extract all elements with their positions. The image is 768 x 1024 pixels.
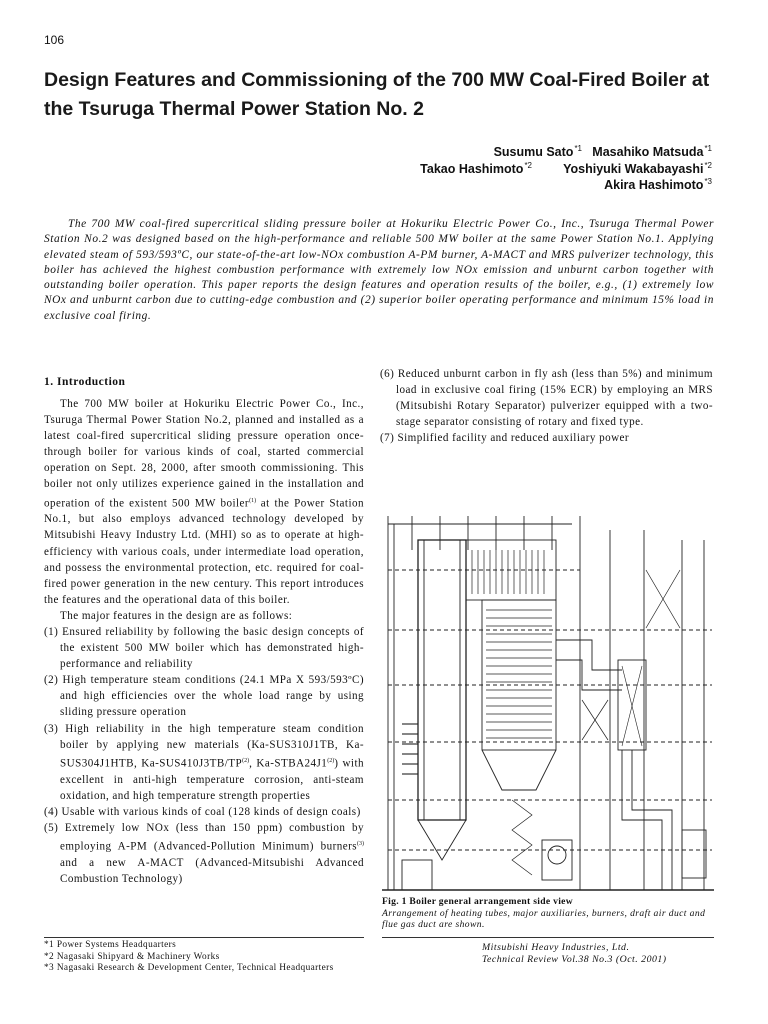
feature-item-6: (6) Reduced unburnt carbon in fly ash (less than 5%) and minimum load in exclusive coal firing (15% ECR) by employing an MRS (Mitsubishi Rotary Separator) pulverizer equipped with a two-stage separator consisting of rotary and fixed type. — [380, 368, 713, 429]
citation-ref: (1) — [249, 497, 257, 504]
boiler-arrangement-figure — [382, 510, 714, 894]
feature-item-3: (3) High reliability in the high temperature steam condition boiler by applying new materials (Ka-SUS310J1TB, Ka-SUS304J1HTB, Ka-SUS410J3TB/TP$^{(2)}$, Ka-STBA24J1$^{(2)}$) with excellent in anti-high temperature corrosion, anti-steam oxidation, and high temperature strength properties — [44, 722, 364, 802]
journal-issue: Technical Review Vol.38 No.3 (Oct. 2001) — [482, 954, 667, 966]
feature-item-2: (2) High temperature steam conditions (24.1 MPa X 593/593ºC) and high efficiencies over the whole load range by using sliding pressure operation — [44, 674, 364, 719]
footnote-3: *3 Nagasaki Research & Development Center, Technical Headquarters — [44, 963, 334, 974]
feature-item-5: (5) Extremely low NOx (less than 150 ppm) combustion by employing A-PM (Advanced-Pollution Minimum) burners$^{(3)}$ and a new A-MACT (Advanced-Mitsubishi Advanced Combustion Technology) — [44, 821, 364, 885]
footnotes — [44, 940, 334, 975]
author-1: Susumu Sato$^{*1}$ — [493, 144, 582, 160]
author-5: Akira Hashimoto$^{*3}$ — [604, 177, 712, 193]
footnote-1: *1 Power Systems Headquarters — [44, 940, 177, 950]
figure-caption-text: Arrangement of heating tubes, major auxiliaries, burners, draft air duct and flue gas duct are shown. — [382, 908, 706, 931]
citation-ref: (2) — [242, 757, 250, 764]
body-column-left — [44, 396, 364, 887]
feature-item-7: (7) Simplified facility and reduced auxiliary power — [380, 432, 630, 445]
author-2: Masahiko Matsuda$^{*1}$ — [592, 144, 712, 160]
abstract — [44, 217, 714, 324]
abstract-text: The 700 MW coal-fired supercritical sliding pressure boiler at Hokuriku Electric Power Co., Inc., Tsuruga Thermal Power Station No.2 was designed based on the high-performance and reliable 500 MW boiler at the same Power Station No.1. Applying elevated steam of 593/593ºC, our state-of-the-art low-NOx combustion A-PM burner, A-MACT and MRS pulverizer technology, this boiler has achieved the highest combustion performance with extremely low NOx emission and unburnt carbon together with outstanding boiler operation. This paper reports the design features and operation results of the boiler, e.g., (1) extremely low NOx and unburnt carbon due to cutting-edge combustion and (2) superior boiler operating performance and minimum 15% load in exclusive coal firing. — [44, 218, 714, 322]
intro-paragraph-1: The 700 MW boiler at Hokuriku Electric Power Co., Inc., Tsuruga Thermal Power Station No.2, planned and installed as a latest coal-fired supercritical sliding pressure operation once-through boiler for various kinds of coal, started commercial operation on Sept. 28, 2000, after smooth commissioning. This boiler not only utilizes experience gained in the installation and operation of the existent 500 MW boiler$^{(1)}$ at the Power Station No.1, but also employs advanced technology developed by Mitsubishi Heavy Industry Ltd. (MHI) so as to operate at high-efficiency with various coals, under intermediate load operation, and possess the environmental protection, etc. required for coal-fired power generation in the new century. This report introduces the features and the operational data of this boiler. — [44, 398, 364, 606]
feature-item-4: (4) Usable with various kinds of coal (128 kinds of design coals) — [44, 805, 361, 818]
section-heading: 1. Introduction — [44, 376, 126, 388]
author-3: Takao Hashimoto$^{*2}$ — [420, 161, 532, 177]
footnote-divider — [44, 937, 364, 938]
journal-publisher: Mitsubishi Heavy Industries, Ltd. — [482, 942, 630, 953]
citation-ref: (2) — [327, 757, 335, 764]
feature-item-1: (1) Ensured reliability by following the basic design concepts of the existent 500 MW boiler which has demonstrated high-performance and reliability — [44, 626, 364, 671]
author-4: Yoshiyuki Wakabayashi$^{*2}$ — [563, 161, 712, 177]
footnote-2: *2 Nagasaki Shipyard & Machinery Works — [44, 951, 220, 962]
body-column-right — [380, 366, 713, 446]
figure-caption-title: Fig. 1 Boiler general arrangement side view — [382, 896, 573, 907]
page-number: 106 — [44, 33, 65, 47]
journal-info — [482, 942, 667, 966]
footer-divider — [382, 937, 714, 938]
paper-title: Design Features and Commissioning of the 700 MW Coal-Fired Boiler at the Tsuruga Thermal Power Station No. 2 — [44, 69, 710, 120]
citation-ref: (3) — [357, 840, 364, 847]
intro-paragraph-2: The major features in the design are as follows: — [60, 609, 293, 622]
